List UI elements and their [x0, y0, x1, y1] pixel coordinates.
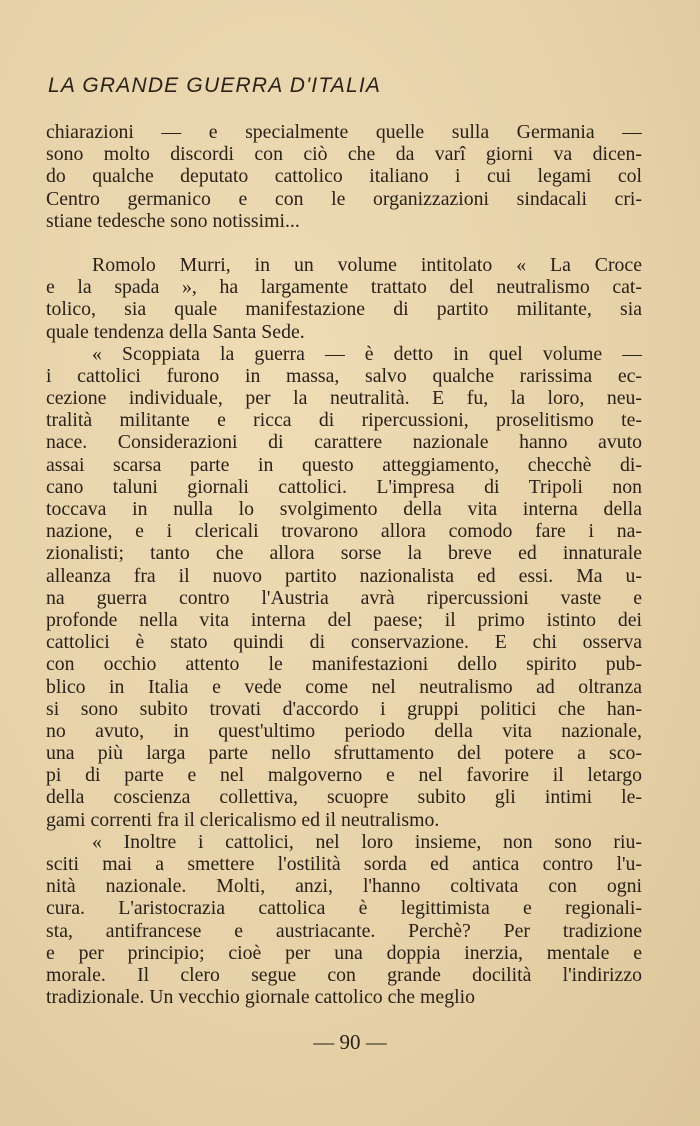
- text-line: sono molto discordi con ciò che da varî giorni va dicen-: [46, 143, 642, 166]
- text-line: cura. L'aristocrazia cattolica è legittimista e regionali-: [46, 897, 642, 920]
- text-line: profonde nella vita interna del paese; il primo istinto dei: [46, 608, 642, 631]
- text-line: e per principio; cioè per una doppia inerzia, mentale e: [46, 941, 642, 964]
- paragraph: [46, 254, 642, 343]
- text-line: nazione, e i clericali trovarono allora comodo fare i na-: [46, 520, 642, 543]
- text-line: zionalisti; tanto che allora sorse la breve ed innaturale: [46, 542, 642, 565]
- body-text: [46, 121, 642, 1008]
- text-line: con occhio attento le manifestazioni dello spirito pub-: [46, 653, 642, 676]
- text-line: stiane tedesche sono notissimi...: [46, 209, 300, 232]
- text-line: nace. Considerazioni di carattere nazionale hanno avuto: [46, 431, 642, 454]
- text-line: nità nazionale. Molti, anzi, l'hanno coltivata con ogni: [46, 875, 642, 898]
- running-head: LA GRANDE GUERRA D'ITALIA: [48, 74, 382, 97]
- text-line: quale tendenza della Santa Sede.: [46, 320, 305, 343]
- text-line: chiarazioni — e specialmente quelle sulla Germania —: [46, 121, 642, 143]
- paragraph: [46, 343, 642, 831]
- text-line: e la spada », ha largamente trattato del neutralismo cat-: [46, 276, 642, 299]
- text-line: do qualche deputato cattolico italiano i cui legami col: [46, 165, 642, 188]
- paragraph: [46, 121, 642, 232]
- text-line: morale. Il clero segue con grande docilità l'indirizzo: [46, 963, 642, 986]
- text-line: della coscienza collettiva, scuopre subito gli intimi le-: [46, 786, 642, 809]
- text-line: « Scoppiata la guerra — è detto in quel volume —: [92, 342, 642, 365]
- text-line: no avuto, in quest'ultimo periodo della vita nazionale,: [46, 719, 642, 742]
- text-line: Romolo Murri, in un volume intitolato « La Croce: [92, 253, 642, 276]
- text-line: cano taluni giornali cattolici. L'impresa di Tripoli non: [46, 475, 642, 498]
- text-line: si sono subito trovati d'accordo i gruppi politici che han-: [46, 697, 642, 720]
- text-line: una più larga parte nello sfruttamento del potere a sco-: [46, 742, 642, 765]
- text-line: sta, antifrancese e austriacante. Perchè? Per tradizione: [46, 919, 642, 942]
- text-line: tolico, sia quale manifestazione di partito militante, sia: [46, 298, 642, 321]
- text-line: gami correnti fra il clericalismo ed il neutralismo.: [46, 808, 440, 831]
- text-line: toccava in nulla lo svolgimento della vita interna della: [46, 498, 642, 520]
- text-line: Centro germanico e con le organizzazioni sindacali cri-: [46, 187, 642, 210]
- text-line: cezione individuale, per la neutralità. E fu, la loro, neu-: [46, 387, 642, 410]
- text-line: « Inoltre i cattolici, nel loro insieme, non sono riu-: [92, 830, 642, 853]
- text-line: assai scarsa parte in questo atteggiamento, checchè di-: [46, 453, 642, 476]
- paragraph: [46, 831, 642, 1009]
- paragraph-gap: [46, 232, 642, 254]
- text-line: alleanza fra il nuovo partito nazionalista ed essi. Ma u-: [46, 564, 642, 587]
- text-line: i cattolici furono in massa, salvo qualche rarissima ec-: [46, 364, 642, 387]
- text-line: cattolici è stato quindi di conservazione. E chi osserva: [46, 631, 642, 654]
- text-line: blico in Italia e vede come nel neutralismo ad oltranza: [46, 675, 642, 698]
- page-number: — 90 —: [313, 1030, 387, 1054]
- text-line: pi di parte e nel malgoverno e nel favorire il letargo: [46, 764, 642, 787]
- text-line: tralità militante e ricca di ripercussioni, proselitismo te-: [46, 409, 642, 432]
- text-line: sciti mai a smettere l'ostilità sorda ed antica contro l'u-: [46, 853, 642, 875]
- text-line: tradizionale. Un vecchio giornale cattolico che meglio: [46, 986, 475, 1009]
- text-line: na guerra contro l'Austria avrà ripercussioni vaste e: [46, 586, 642, 609]
